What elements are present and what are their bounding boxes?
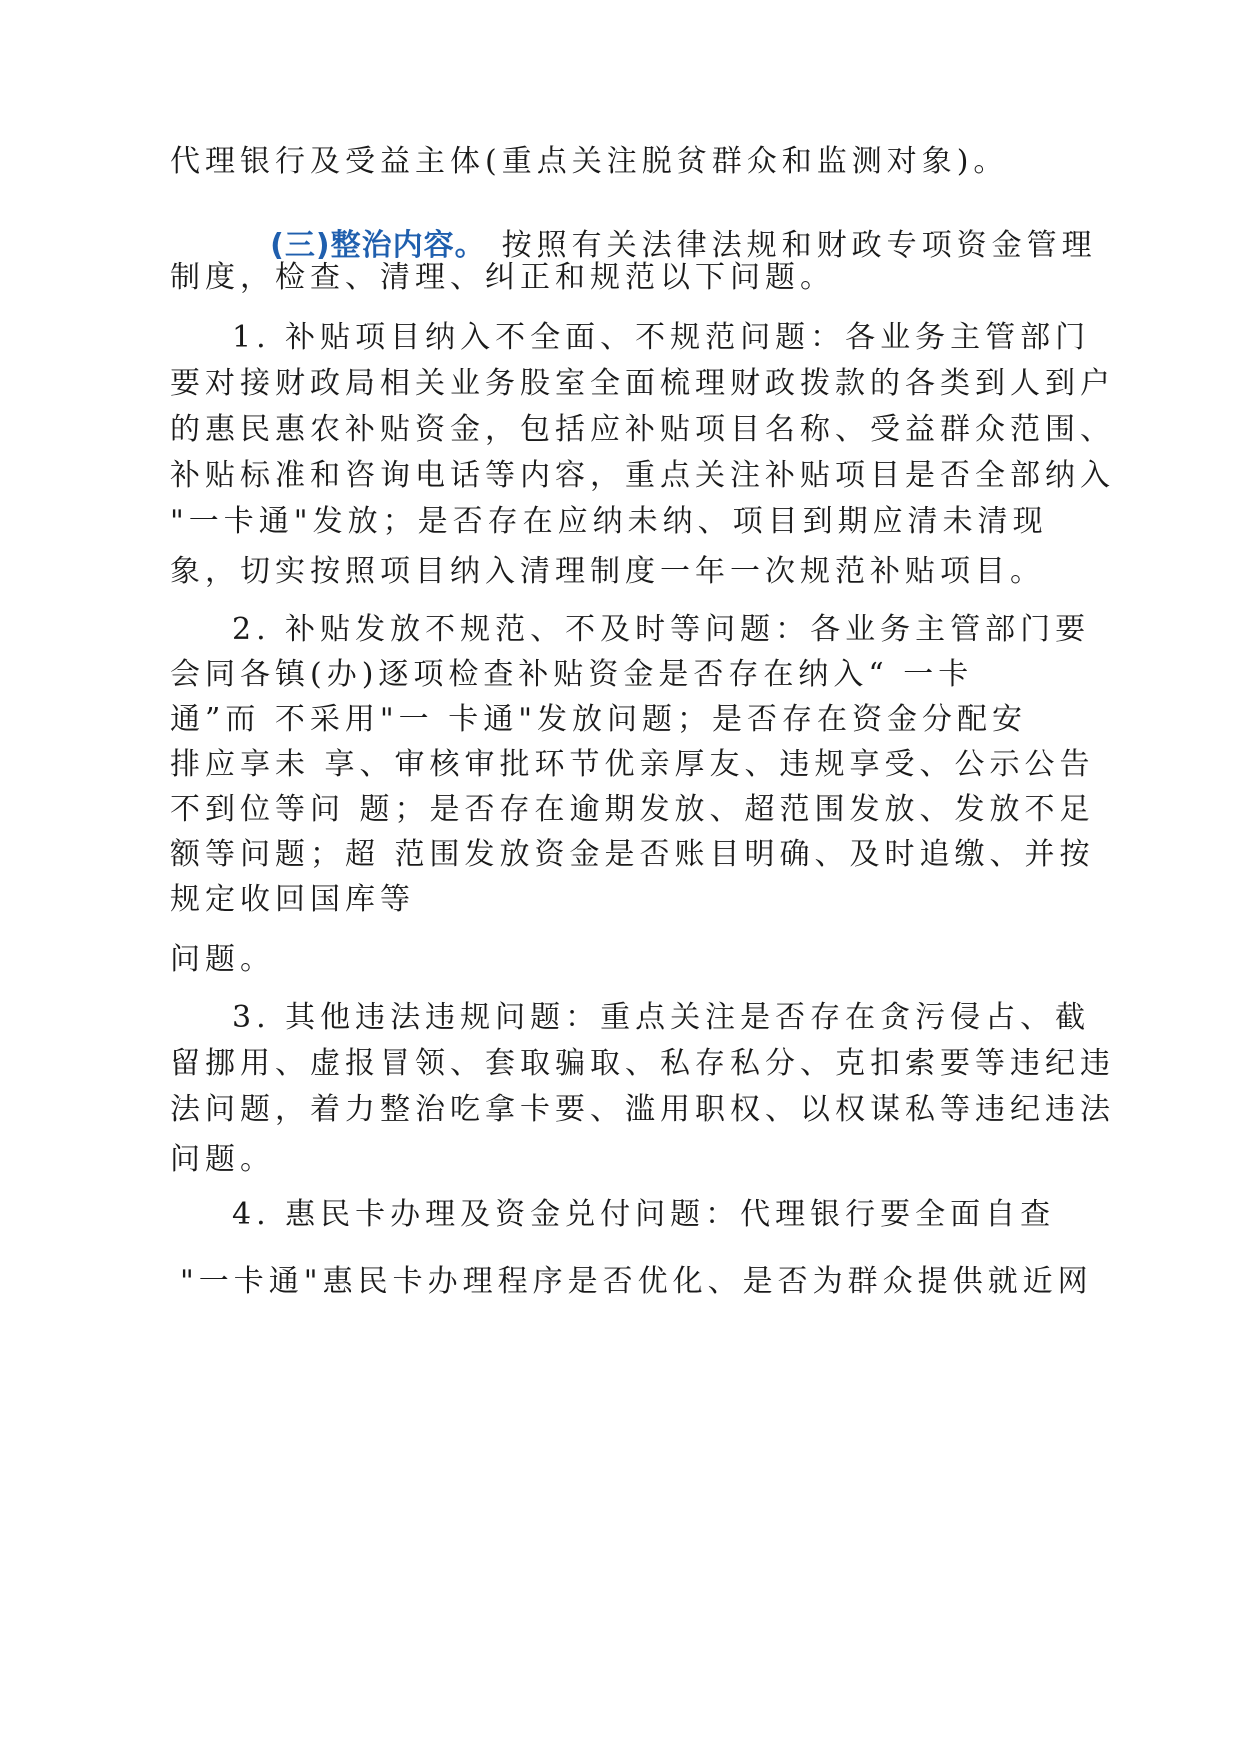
paragraph-line: "一卡通"惠民卡办理程序是否优化、是否为群众提供就近网 [180, 1264, 1093, 1299]
paragraph-line: 的惠民惠农补贴资金，包括应补贴项目名称、受益群众范围、 [170, 412, 1115, 447]
paragraph-line: "一卡通"发放；是否存在应纳未纳、项目到期应清未清现 [170, 504, 1048, 539]
section-heading: (三)整治内容。 [270, 228, 486, 263]
paragraph-line: 要对接财政局相关业务股室全面梳理财政拨款的各类到人到户 [170, 366, 1115, 401]
paragraph-line: 问题。 [170, 1142, 275, 1177]
paragraph-line: 1. 补贴项目纳入不全面、不规范问题：各业务主管部门 [232, 320, 1091, 355]
paragraph-line: 法问题，着力整治吃拿卡要、滥用职权、以权谋私等违纪违法 [170, 1092, 1115, 1127]
paragraph-line: 4. 惠民卡办理及资金兑付问题：代理银行要全面自查 [232, 1197, 1056, 1232]
paragraph-line: 补贴标准和咨询电话等内容，重点关注补贴项目是否全部纳入 [170, 458, 1115, 493]
paragraph-line: 代理银行及受益主体(重点关注脱贫群众和监测对象)。 [170, 144, 1009, 179]
paragraph-line: 额等问题；超 范围发放资金是否账目明确、及时追缴、并按 [170, 837, 1095, 872]
paragraph-line: 3. 其他违法违规问题：重点关注是否存在贪污侵占、截 [232, 1000, 1091, 1035]
paragraph-line: 2. 补贴发放不规范、不及时等问题：各业务主管部门要 [232, 612, 1091, 647]
paragraph-line: 制度，检查、清理、纠正和规范以下问题。 [170, 260, 835, 295]
paragraph-line: 排应享未 享、审核审批环节优亲厚友、违规享受、公示公告 [170, 747, 1095, 782]
paragraph-line: 会同各镇(办)逐项检查补贴资金是否存在纳入“ 一卡 [170, 657, 974, 692]
paragraph-line: 通”而 不采用"一 卡通"发放问题；是否存在资金分配安 [170, 702, 1028, 737]
paragraph-line: 按照有关法律法规和财政专项资金管理 [501, 228, 1097, 263]
paragraph-line: 象，切实按照项目纳入清理制度一年一次规范补贴项目。 [170, 554, 1045, 589]
paragraph-line: 规定收回国库等 [170, 882, 415, 917]
paragraph-line: 留挪用、虚报冒领、套取骗取、私存私分、克扣索要等违纪违 [170, 1046, 1115, 1081]
paragraph-line: 问题。 [170, 942, 275, 977]
paragraph-line: 不到位等问 题；是否存在逾期发放、超范围发放、发放不足 [170, 792, 1095, 827]
